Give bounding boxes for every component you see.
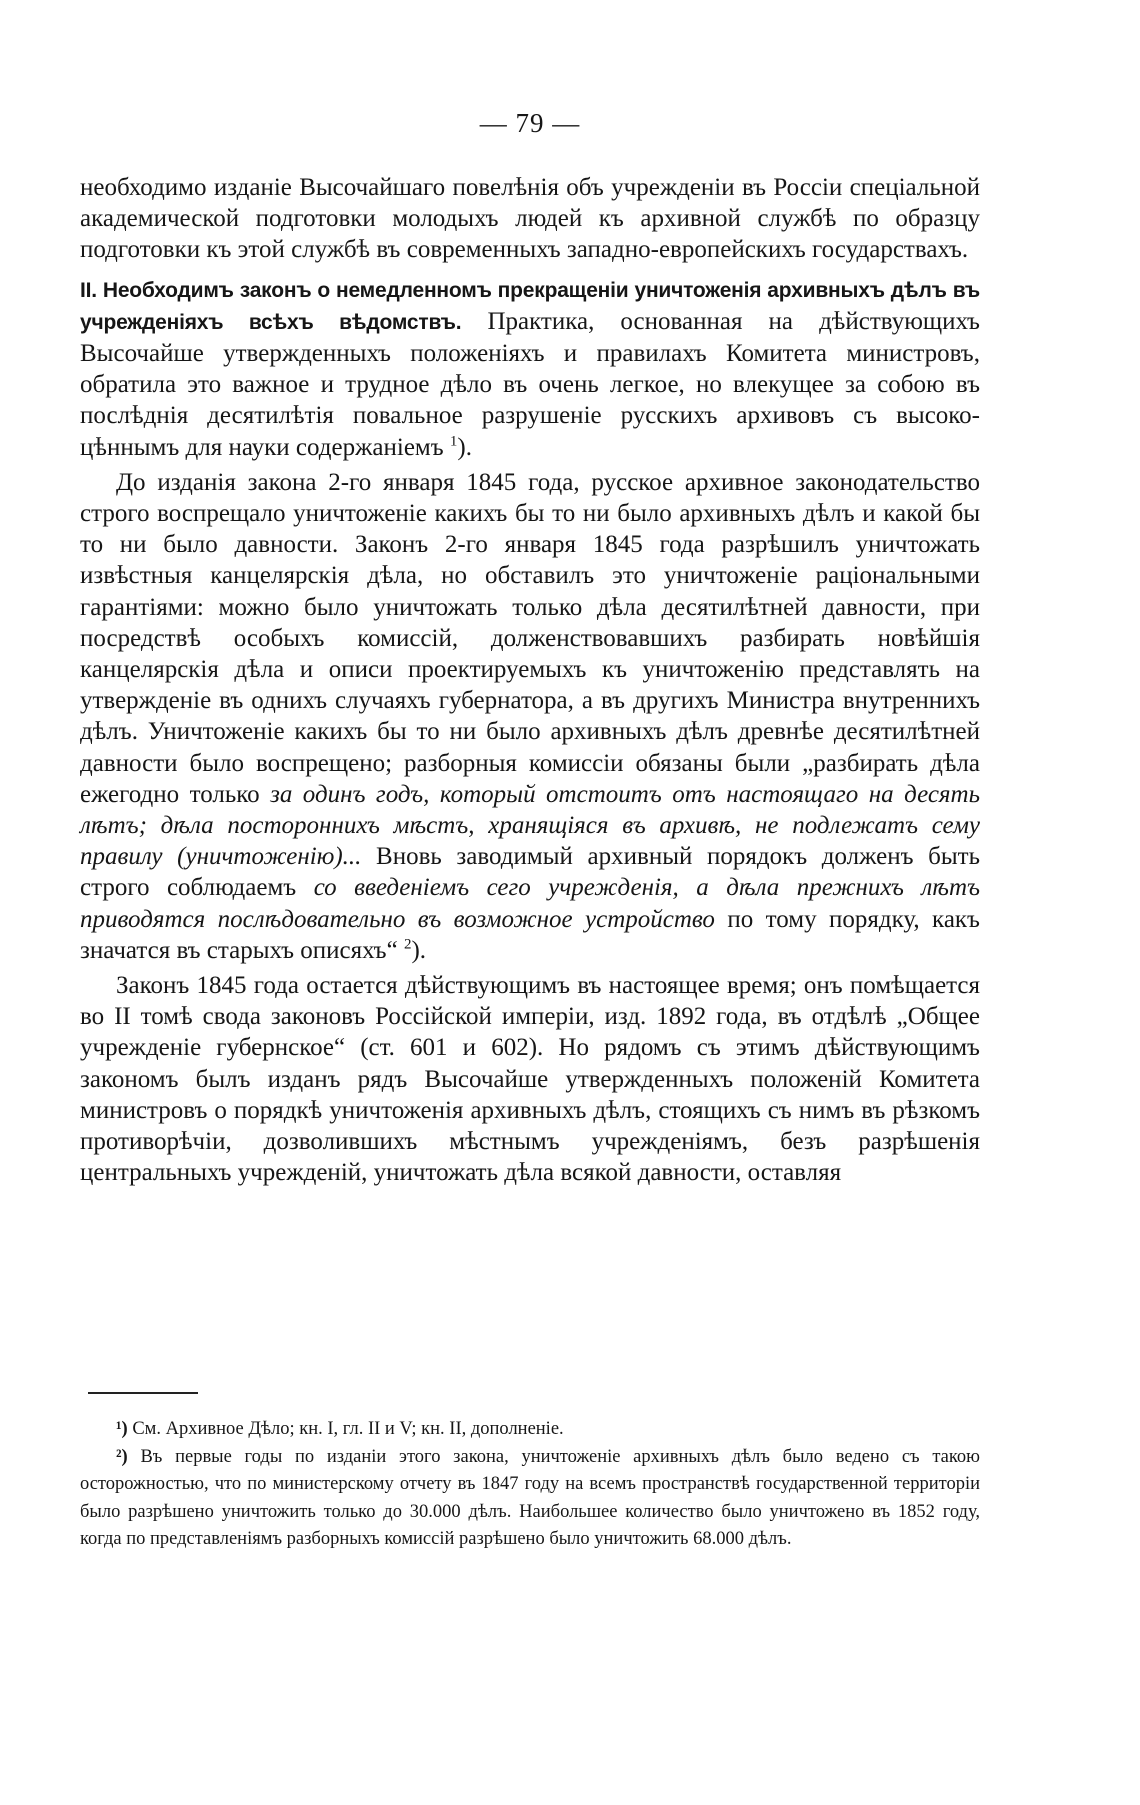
footnote-1-text: См. Архивное Дѣло; кн. I, гл. II и V; кн. II, дополненіе. <box>127 1419 564 1439</box>
footnote-ref-2: 2 <box>403 936 412 953</box>
paragraph-3-quote-2: со введеніемъ сего учрежденія, а дѣла прежнихъ лѣтъ приводятся послѣдовательно въ возможное устройство <box>80 874 980 933</box>
footnote-2-number: ²) <box>116 1446 128 1467</box>
main-text <box>80 172 980 1189</box>
paragraph-3-quote-1: за одинъ годъ, который отстоитъ отъ настоящаго на десять лѣтъ; дѣла постороннихъ мѣстъ, хранящіяся въ архивѣ, не подлежатъ сему правилу (уничтоженію)... <box>80 780 980 871</box>
footnote-separator <box>88 1392 198 1394</box>
paragraph-3-text-b: Вновь заводимый архивный порядокъ долженъ быть строго соблюдаемъ <box>80 843 980 902</box>
footnote-1-number: ¹) <box>116 1419 128 1439</box>
footnote-1 <box>80 1416 980 1444</box>
paragraph-3 <box>80 467 980 966</box>
section-heading-ii: II. Необходимъ законъ о немедленномъ прекращеніи уничтоженія архивныхъ дѣлъ въ учрежденіяхъ всѣхъ вѣдомствъ. <box>80 278 980 334</box>
paragraph-2 <box>80 274 980 463</box>
paragraph-2-end: ). <box>457 433 472 461</box>
paragraph-3-text-c: по тому порядку, какъ значатся въ старыхъ описяхъ“ <box>80 905 980 964</box>
footnotes <box>80 1416 980 1554</box>
paragraph-3-end: ). <box>411 936 427 964</box>
paragraph-2-text: Практика, основанная на дѣйствующихъ Высочайше утвержденныхъ положеніяхъ и правилахъ Комитета министровъ, обратила это важное и трудное дѣло въ очень легкое, но влекущее за собою въ послѣднія десятилѣтія повальное разрушеніе русскихъ архивовъ съ высоко-цѣннымъ для науки содержаніемъ <box>80 307 980 461</box>
page-number: — 79 — <box>479 108 581 138</box>
paragraph-1: необходимо изданіе Высочайшаго повелѣнія объ учрежденіи въ Россіи спеціальной академической подготовки молодыхъ людей къ архивной службѣ по образцу подготовки къ этой службѣ въ современныхъ западно-европейскихъ государствахъ. <box>80 174 980 264</box>
paragraph-3-text-a: До изданія закона 2-го января 1845 года, русское архивное законодательство строго воспрещало уничтоженіе какихъ бы то ни было архивныхъ дѣлъ и какой бы то ни было давности. Законъ 2-го января 1845 года разрѣшилъ уничтожать извѣстныя канцелярскія дѣла, но обставилъ это уничтоженіе раціональными гарантіями: можно было уничтожать только дѣла десятилѣтней давности, при посредствѣ особыхъ комиссій, долженствовавшихъ разбирать новѣйшія канцелярскія дѣла и описи проектируемыхъ къ уничтоженію представлять на утвержденіе въ однихъ случаяхъ губернатора, а въ другихъ Министра внутреннихъ дѣлъ. Уничтоженіе какихъ бы то ни было архивныхъ дѣлъ древнѣе десятилѣтней давности было воспрещено; разборныя комиссіи обязаны были „разбирать дѣла ежегодно только <box>80 468 980 808</box>
footnote-2-text: Въ первые годы по изданіи этого закона, уничтоженіе архивныхъ дѣлъ было ведено съ такою осторожностью, что по министерскому отчету въ 1847 году на всемъ пространствѣ государственной территоріи было разрѣшено уничтожить только до 30.000 дѣлъ. Наибольшее количество было уничтожено въ 1852 году, когда по представленіямъ разборныхъ комиссій разрѣшено было уничтожить 68.000 дѣлъ. <box>80 1446 980 1549</box>
paragraph-4: Законъ 1845 года остается дѣйствующимъ въ настоящее время; онъ помѣщается во II томѣ свода законовъ Россійской имперіи, изд. 1892 года, въ отдѣлѣ „Общее учрежденіе губернское“ (ст. 601 и 602). Но рядомъ съ этимъ дѣйствующимъ закономъ былъ изданъ рядъ Высочайше утвержденныхъ положеній Комитета министровъ о порядкѣ уничтоженія архивныхъ дѣлъ, стоящихъ съ нимъ въ рѣзкомъ противорѣчіи, дозволившихъ мѣстнымъ учрежденіямъ, безъ разрѣшенія центральныхъ учрежденій, уничтожать дѣла всякой давности, оставляя <box>80 972 980 1187</box>
footnote-2 <box>80 1444 980 1554</box>
footnote-ref-1: 1 <box>449 433 458 450</box>
